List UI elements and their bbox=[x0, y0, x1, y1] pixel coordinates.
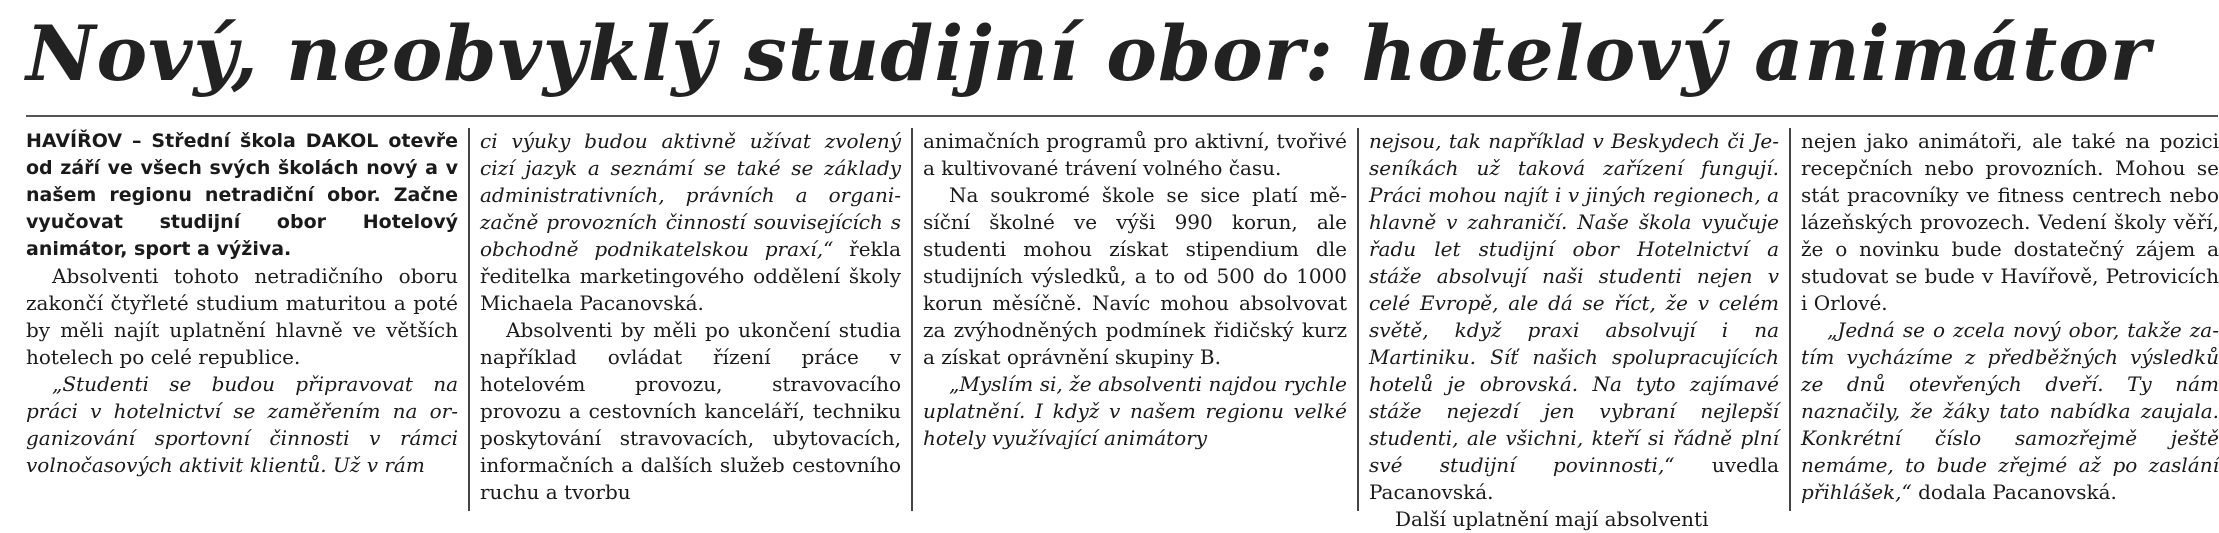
quote-attribution: řekla ředitelka marketingového oddělení školy Michaela Pacanovská. bbox=[480, 237, 901, 315]
article-headline: Nový, neobvyklý studijní obor: hotelový animátor bbox=[26, 9, 2151, 98]
article-body bbox=[26, 128, 2219, 531]
quote-text: „Jedná se o zcela nový obor, takže zatím vycházíme z předběžných výsledků ze dnů otevřených dveří. Ty nám naznačily, že žáky tato nabídka zaujala. Konkrétní číslo samozřejmě ještě nemáme, to bude zřejmé až po zaslání přihlášek,“ bbox=[1801, 318, 2219, 504]
quote-continuation bbox=[1369, 128, 1779, 506]
quote-paragraph: „Myslím si, že absolventi najdou rychle uplatnění. I když v našem regionu velké hotely využívající animátory bbox=[923, 372, 1347, 450]
text-column-2 bbox=[468, 128, 911, 511]
quote-paragraph bbox=[1801, 317, 2219, 506]
headline-rule bbox=[26, 115, 2218, 117]
text-column-5 bbox=[1789, 128, 2219, 511]
quote-text: ci výuky budou aktivně užívat zvolený cizí jazyk a seznámí se také se základy administrativních, právních a organizačně provozních činností souvisejících s obchodně podnikatelskou praxí,“ bbox=[480, 129, 901, 261]
article-lead: HAVÍŘOV – Střední škola DAKOL otevře od září ve všech svých školách nový a v našem regionu netradiční obor. Začne vyučovat studijní obor Hotelový animátor, sport a výživa. bbox=[26, 130, 458, 260]
text-column-3 bbox=[911, 128, 1357, 511]
text-column-4 bbox=[1357, 128, 1789, 531]
paragraph: Další uplatnění mají absolventi bbox=[1395, 507, 1709, 531]
paragraph: Absolventi tohoto netradičního oboru zakončí čtyřleté studium maturitou a poté by měli najít uplatnění hlavně ve větších hotelech po celé republice. bbox=[26, 264, 458, 369]
text-column-1 bbox=[26, 128, 468, 511]
quote-attribution: uvedla Pacanovská. bbox=[1369, 453, 1779, 504]
quote-attribution: dodala Pacanovská. bbox=[1918, 480, 2117, 504]
paragraph: Absolventi by měli po ukončení studia například ovládat řízení práce v hotelovém provozu, stravovacího provozu a cestovních kanceláří, techniku poskytování stravovacích, ubytovacích, informačních a dalších služeb cestovního ruchu a tvorbu bbox=[480, 318, 901, 504]
quote-continuation bbox=[480, 128, 901, 317]
quote-text: nejsou, tak například v Beskydech či Jeseníkách už taková zařízení fungují. Práci mohou najít i v jiných regionech, a hlavně v zahraničí. Naše škola vyučuje řadu let studijní obor Hotelnictví a stáže absolvují naši studenti nejen v celé Evropě, ale dá se říct, že v celém světě, když praxi absolvují i na Martiniku. Síť našich spolupracujících hotelů je obrovská. Na tyto zajímavé stáže nejezdí jen vybraní nejlepší studenti, ale všichni, kteří si řádně plní své studijní povinnosti,“ bbox=[1369, 129, 1779, 477]
paragraph-continuation: animačních programů pro aktivní, tvořivé a kultivované trávení volného času. bbox=[923, 129, 1347, 180]
quote-paragraph: „Studenti se budou připravovat na práci v hotelnictví se zaměřením na organizování sportovní činnosti v rámci volnočasových aktivit klientů. Už v rám bbox=[26, 372, 458, 477]
paragraph: Na soukromé škole se sice platí měsíční školné ve výši 990 korun, ale studenti mohou získat stipendium dle studijních výsledků, a to od 500 do 1000 korun měsíčně. Navíc mohou absolvovat za zvýhodněných podmínek řidičský kurz a získat oprávnění skupiny B. bbox=[923, 183, 1347, 369]
paragraph-continuation: nejen jako animátoři, ale také na pozici recepčních nebo provozních. Mohou se stát pracovníky ve fitness centrech nebo lázeňských provozech. Vedení školy věří, že o novinku bude dostatečný zájem a studovat se bude v Havířově, Petrovicích i Orlové. bbox=[1801, 129, 2219, 315]
